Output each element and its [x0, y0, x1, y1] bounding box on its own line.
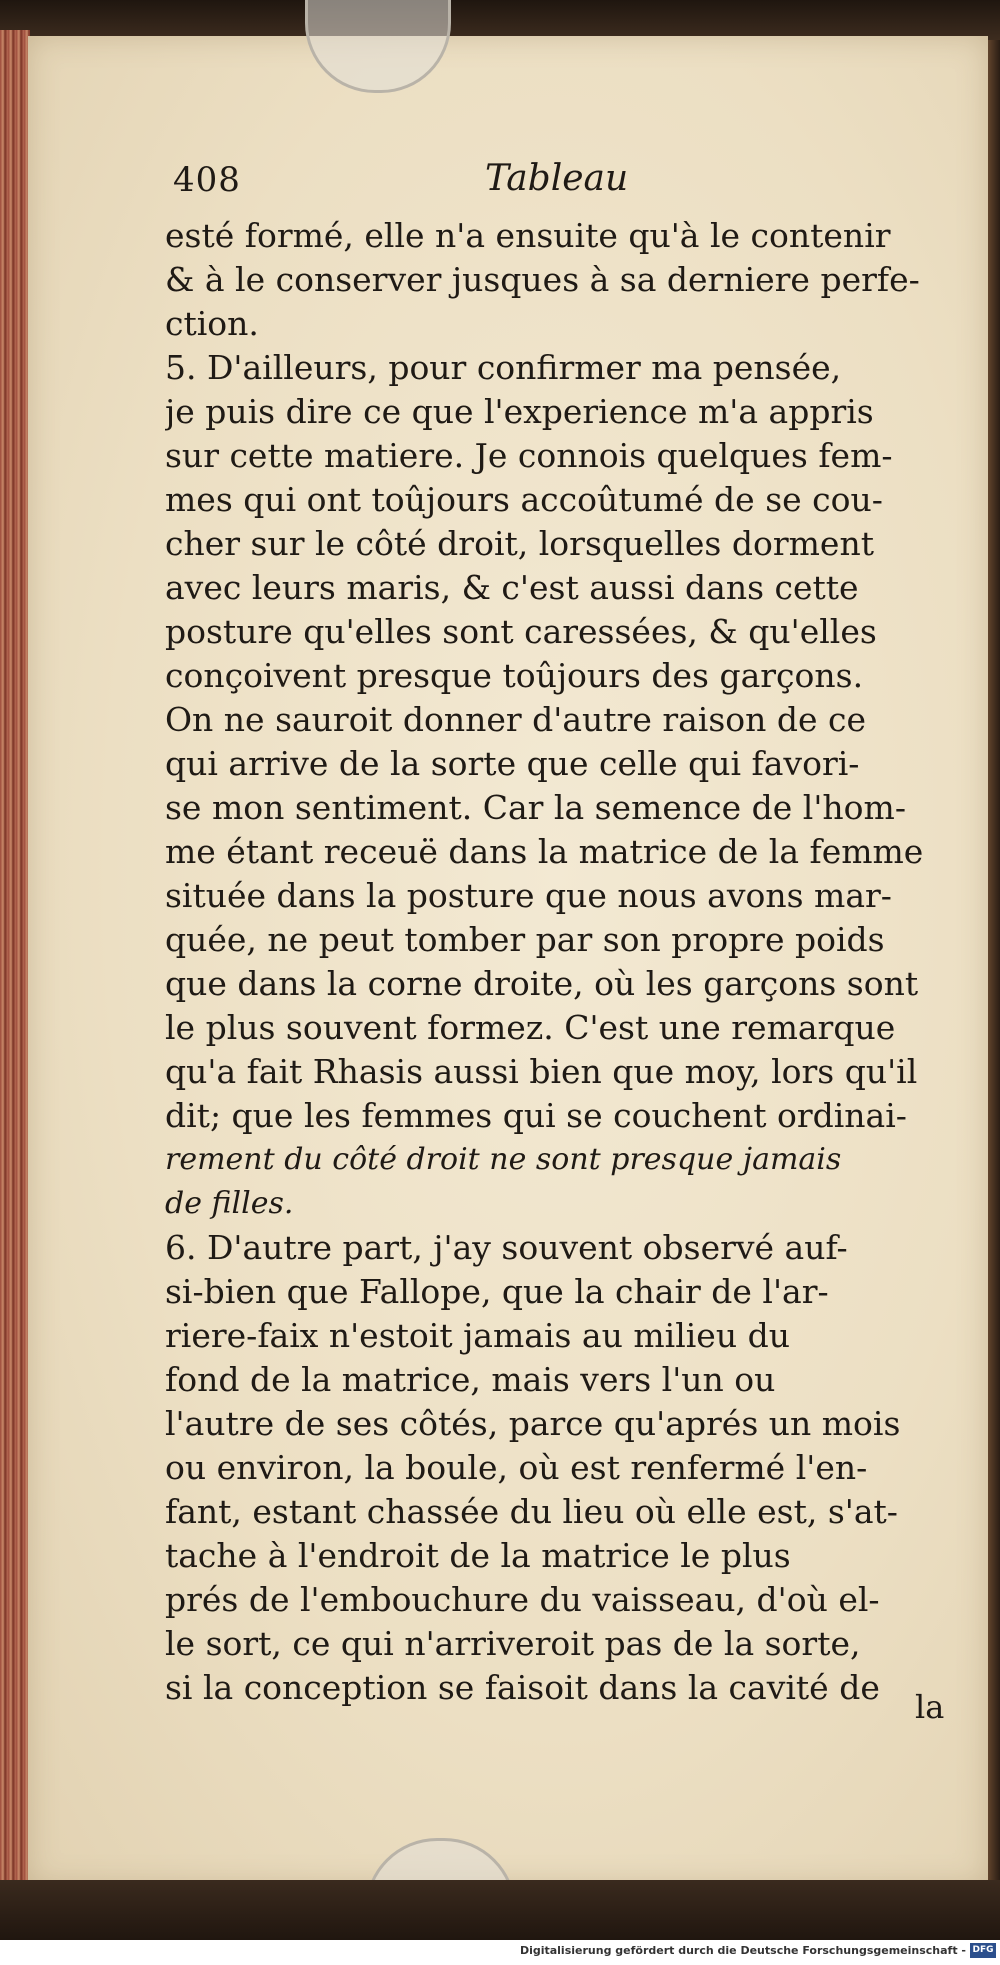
text-line: sur cette matiere. Je connois quelques fem- [165, 436, 893, 475]
text-line: dit; que les femmes qui se couchent ordinai- [165, 1096, 907, 1135]
text-line: l'autre de ses côtés, parce qu'aprés un mois [165, 1404, 901, 1443]
text-line: si-bien que Fallope, que la chair de l'ar- [165, 1272, 829, 1311]
text-line: ction. [165, 304, 259, 343]
page-text [165, 158, 955, 1710]
dfg-logo-icon: DFG [970, 1943, 996, 1958]
text-line: si la conception se faisoit dans la cavité de [165, 1668, 880, 1707]
text-line: On ne sauroit donner d'autre raison de ce [165, 700, 867, 739]
text-line: me étant receuë dans la matrice de la femme [165, 832, 924, 871]
running-head: Tableau [485, 158, 629, 199]
text-line: tache à l'endroit de la matrice le plus [165, 1536, 791, 1575]
text-line: esté formé, elle n'a ensuite qu'à le contenir [165, 216, 891, 255]
text-line: le sort, ce qui n'arriveroit pas de la sorte, [165, 1624, 861, 1663]
text-line: conçoivent presque toûjours des garçons. [165, 656, 864, 695]
page-number: 408 [173, 160, 241, 200]
text-line: cher sur le côté droit, lorsquelles dorment [165, 524, 874, 563]
text-line: & à le conserver jusques à sa derniere perfe- [165, 260, 920, 299]
text-line: mes qui ont toûjours accoûtumé de se cou- [165, 480, 883, 519]
footer-credit: Digitalisierung gefördert durch die Deutsche Forschungsgemeinschaft - [519, 1944, 966, 1957]
text-line: qu'a fait Rhasis aussi bien que moy, lors qu'il [165, 1052, 918, 1091]
text-line: fond de la matrice, mais vers l'un ou [165, 1360, 776, 1399]
bottom-background [0, 1880, 1000, 1940]
text-line: rement du côté droit ne sont presque jamais [165, 1142, 842, 1177]
page-edges-right [986, 40, 1000, 1890]
text-line: je puis dire ce que l'experience m'a appris [165, 392, 874, 431]
text-line: posture qu'elles sont caressées, & qu'elles [165, 612, 877, 651]
text-lines [165, 214, 955, 1710]
page-edges-left [0, 30, 30, 1890]
text-line: 5. D'ailleurs, pour confirmer ma pensée, [165, 348, 842, 387]
top-background [0, 0, 1000, 40]
text-line: située dans la posture que nous avons mar- [165, 876, 892, 915]
text-line: quée, ne peut tomber par son propre poids [165, 920, 885, 959]
text-line: fant, estant chassée du lieu où elle est, s'at- [165, 1492, 898, 1531]
catchword: la [915, 1688, 945, 1726]
text-line: riere-faix n'estoit jamais au milieu du [165, 1316, 790, 1355]
text-line: que dans la corne droite, où les garçons sont [165, 964, 919, 1003]
text-line: 6. D'autre part, j'ay souvent observé auf- [165, 1228, 848, 1267]
text-line: prés de l'embouchure du vaisseau, d'où el- [165, 1580, 880, 1619]
page-header [165, 158, 955, 214]
text-line: le plus souvent formez. C'est une remarque [165, 1008, 896, 1047]
text-line: avec leurs maris, & c'est aussi dans cette [165, 568, 859, 607]
text-line: de filles. [165, 1186, 294, 1221]
text-line: ou environ, la boule, où est renfermé l'en- [165, 1448, 868, 1487]
text-line: se mon sentiment. Car la semence de l'hom- [165, 788, 906, 827]
text-line: qui arrive de la sorte que celle qui favori- [165, 744, 860, 783]
